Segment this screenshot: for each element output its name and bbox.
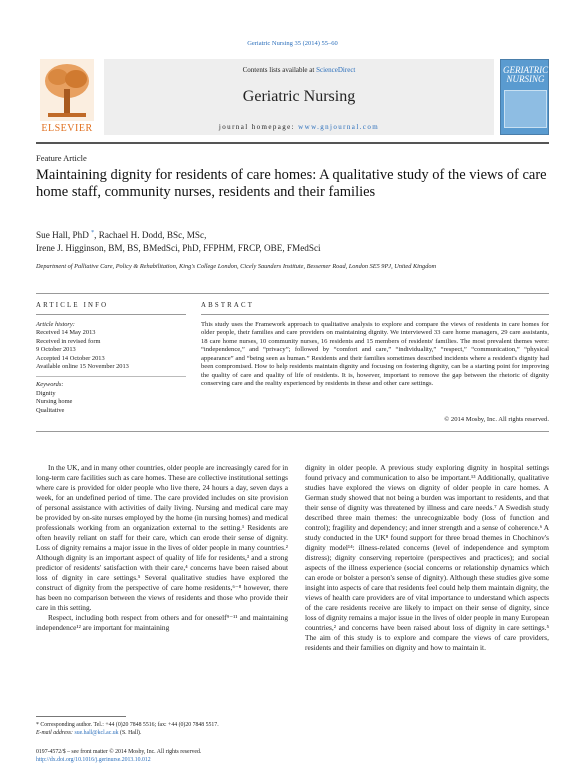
author-line-1 [36,227,549,242]
publisher-name: ELSEVIER [41,123,93,134]
keyword: Nursing home [36,398,73,406]
issn-line: 0197-4572/$ – see front matter © 2014 Mosby, Inc. All rights reserved. [36,749,202,755]
corresponding-author-mark[interactable]: * [91,230,95,236]
corresponding-footnote [36,721,288,729]
sciencedirect-link[interactable]: ScienceDirect [316,66,356,74]
email-label: E-mail address: [36,730,75,736]
abstract-heading: ABSTRACT [201,302,255,309]
header-divider [36,142,549,144]
footnote-contact: Corresponding author. Tel.: +44 (0)20 7848 5516; fax: +44 (0)20 7848 5517. [38,722,219,728]
history-item: 9 October 2013 [36,346,76,354]
body-column-left [36,463,288,633]
info-divider [36,293,549,294]
history-item: Received 14 May 2013 [36,329,96,337]
article-title: Maintaining dignity for residents of care homes: A qualitative study of the views of care home staff, community nurses, residents and their families [36,167,547,200]
author-line-2: Irene J. Higginson, BM, BS, BMedSci, PhD, FFPHM, FRCP, OBE, FMedSci [36,242,321,253]
contents-line [104,66,494,74]
keyword: Dignity [36,389,56,397]
email-suffix: (S. Hall). [118,730,142,736]
abstract-rule [201,314,549,315]
author-list [36,227,549,254]
cover-title [503,66,548,84]
body-paragraph: In the UK, and in many other countries, older people are increasingly cared for in long-term care facilities such as care homes. These are collective institutional settings where care is provided for older people who live there, 24 hours a day, seven days a week, for an undefined period of time. The care provided includes on site provision of personal assistance with activities of daily living. Nursing and medical care may be provided by on-site nurses employed by the home (in nursing homes) and medical professionals working from an organization external to the setting.¹ Residents are often heavily reliant on staff for their care, which can erode their sense of dignity. Loss of dignity remains a major issue in the lives of older people in many countries.² Although dignity is an important aspect of quality of life for residents,³ and a strong predictor of residents' satisfaction with their care,⁴ concerns have been raised about loss of dignity in care settings.⁵ Several qualitative studies have explored the construct of dignity from the perspective of care home residents,⁶⁻⁸ however, there has been no comparison between the views of residents and those who provide their care in this setting. [36,463,288,612]
history-item: Accepted 14 October 2013 [36,354,105,362]
journal-cover [500,59,549,135]
abstract-text: This study uses the Framework approach to qualitative analysis to explore and compare the views of residents in care homes for older people, their families and care providers on maintaining dignity. We interviewed 33 care home managers, 29 care assistants, 18 care home nurses, 10 community nurses, 16 residents and 15 members of residents' families. The most prevalent themes were: “independence,” and “privacy”; followed by “comfort and care,” “individuality,” “respect,” “communication,” “physical appearance” and “being seen as human.” Residents and their families sometimes described incidents where a resident's dignity had been compromised. How to help residents maintain dignity and focusing on fostering dignity, can be a starting point for improving the quality of care and quality of life of residents. It is, however, important to remove the gap between the rhetoric of dignity conserving care and the reality experienced by residents in these and other care settings. [201,321,549,388]
doi-link[interactable]: http://dx.doi.org/10.1016/j.gerinurse.2013.10.012 [36,757,151,763]
affiliation: Department of Palliative Care, Policy & Rehabilitation, King's College London, Cicely Saunders Institute, Bessemer Road, London SE5 9PJ, United Kingdom [36,263,437,270]
elsevier-logo [36,59,98,135]
author-hall: Sue Hall, PhD [36,230,89,241]
author-dodd: , Rachael H. Dodd, BSc, MSc, [94,230,207,241]
contents-prefix: Contents lists available at [242,66,317,74]
body-paragraph: dignity in older people. A previous study exploring dignity in hospital settings found privacy and communication to also be important.¹³ Additionally, qualitative studies have explored the views on dignity of older people in care homes. A German study showed that not being a burden was important to residents, and that their sense of dignity was threatened by illness and care needs.⁷ A Swedish study described three main themes: the unrecognizable body (loss of function and control); fragility and dependency; and inner strength and a sense of coherence.⁶ A study conducted in the UK⁸ found support for three broad themes in Chochinov's dignity model¹⁴: illness-related concerns (level of independence and symptom distress); dignity conserving repertoire (perspectives and practices); and social aspects of the illness experience (social concerns or relationship dynamics which can erode or bolster a person's sense of dignity). Although these studies give some insight into aspects of care that residents feel could help them maintain dignity, the views of health care providers are of vital importance to understand which aspects of the care residents receive are likely to impact on their sense of dignity, since loss of dignity remains a major issue in the lives of older people in many European countries,² and concerns have been raised about loss of dignity in care settings.⁵ The aim of this study is to explore and compare the views of care providers, residents and their families on dignity and how to maintain it. [305,463,549,652]
footnote-rule [36,716,126,717]
article-info [36,321,186,415]
body-column-right [305,463,549,653]
journal-name: Geriatric Nursing [242,88,356,105]
journal-homepage [104,123,494,131]
article-section: Feature Article [36,153,87,163]
abstract-divider [36,431,549,432]
journal-citation[interactable]: Geriatric Nursing 35 (2014) 55–60 [247,40,338,47]
keywords-label: Keywords: [36,381,64,389]
footnotes [36,721,288,737]
email-link[interactable]: sue.hall@kcl.ac.uk [74,730,119,736]
history-label: Article history: [36,321,75,328]
cover-title-line2: NURSING [506,74,545,84]
cover-title-line1: GERIATRIC [503,65,549,75]
keyword: Qualitative [36,406,65,414]
article-info-rule [36,314,186,315]
issn-doi [36,748,336,764]
homepage-link[interactable]: www.gnjournal.com [298,123,380,131]
history-item: Available online 15 November 2013 [36,363,129,371]
cover-image [504,90,547,128]
body-paragraph: Respect, including both respect from others and for oneself⁹⁻¹¹ and maintaining independence¹² are important for maintaining [36,613,288,632]
history-item: Received in revised form [36,337,101,345]
footnote-mark: * [36,722,39,728]
abstract-copyright: © 2014 Mosby, Inc. All rights reserved. [444,416,549,423]
tree-icon [40,59,94,121]
keywords-rule [36,376,186,377]
homepage-prefix: journal homepage: [218,123,299,131]
article-info-heading: ARTICLE INFO [36,302,109,309]
email-footnote [36,729,288,737]
